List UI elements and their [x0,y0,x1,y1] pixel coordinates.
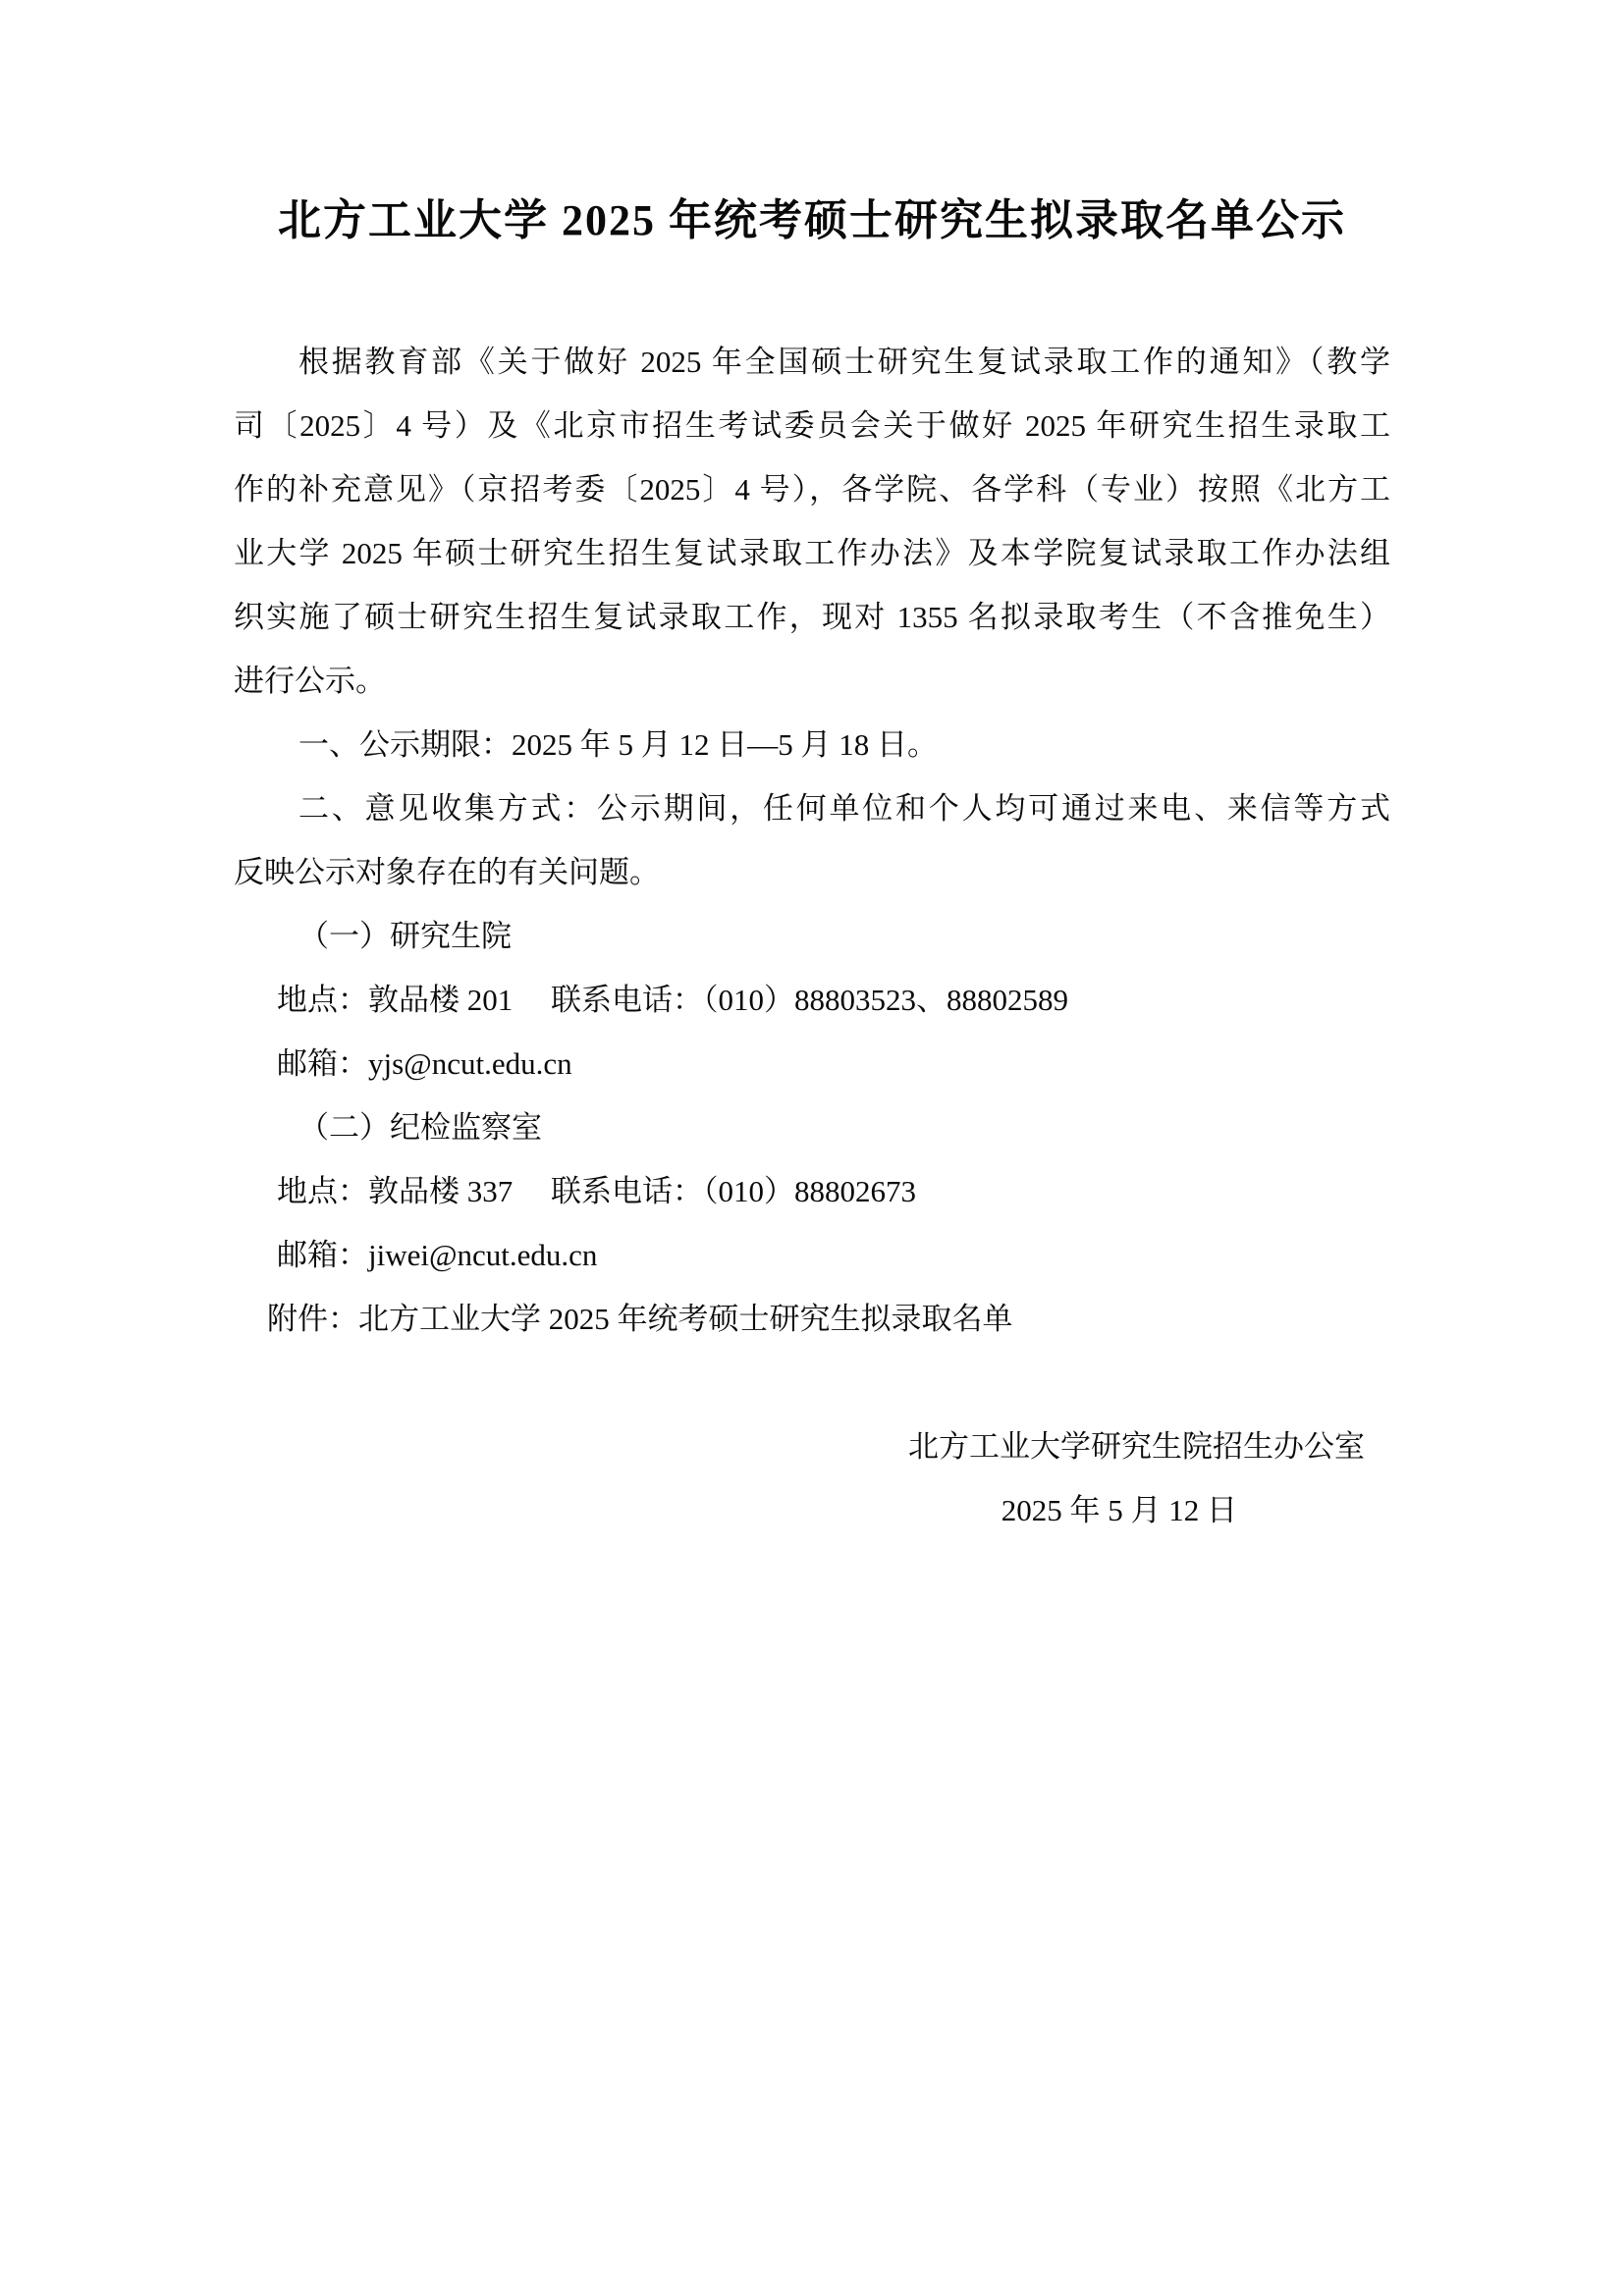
signature-office: 北方工业大学研究生院招生办公室 [908,1429,1365,1464]
body-line-publicity-period: 一、公示期限：2025 年 5 月 12 日—5 月 18 日。 [298,727,938,762]
body-line: 司〔2025〕4 号）及《北京市招生考试委员会关于做好 2025 年研究生招生录取工 [234,408,1390,443]
body-line: 反映公示对象存在的有关问题。 [234,855,660,889]
body-line-contact-address-phone: 地点：敦品楼 201 联系电话：（010）88803523、88802589 [277,983,1068,1017]
signature-date: 2025 年 5 月 12 日 [1001,1493,1237,1527]
body-line: 二、意见收集方式：公示期间，任何单位和个人均可通过来电、来信等方式 [298,791,1390,826]
document-title: 北方工业大学 2025 年统考硕士研究生拟录取名单公示 [278,196,1346,244]
body-line-section-graduate-school: （一）研究生院 [298,919,512,953]
body-line-attachment: 附件：北方工业大学 2025 年统考硕士研究生拟录取名单 [267,1302,1013,1336]
blank-line [234,1351,1390,1415]
body-line-contact-email: 邮箱：jiwei@ncut.edu.cn [277,1238,598,1272]
body-line-section-discipline-office: （二）纪检监察室 [298,1110,542,1145]
body-line: 作的补充意见》（京招考委〔2025〕4 号），各学院、各学科（专业）按照《北方工 [234,472,1390,507]
body-line: 根据教育部《关于做好 2025 年全国硕士研究生复试录取工作的通知》（教学 [298,345,1390,379]
body-line: 进行公示。 [234,664,386,698]
document-body [234,330,1390,1542]
body-line-contact-address-phone: 地点：敦品楼 337 联系电话：（010）88802673 [277,1174,916,1208]
body-line: 织实施了硕士研究生招生复试录取工作，现对 1355 名拟录取考生（不含推免生） [234,600,1390,634]
body-line: 业大学 2025 年硕士研究生招生复试录取工作办法》及本学院复试录取工作办法组 [234,536,1390,570]
body-line-contact-email: 邮箱：yjs@ncut.edu.cn [277,1046,572,1081]
